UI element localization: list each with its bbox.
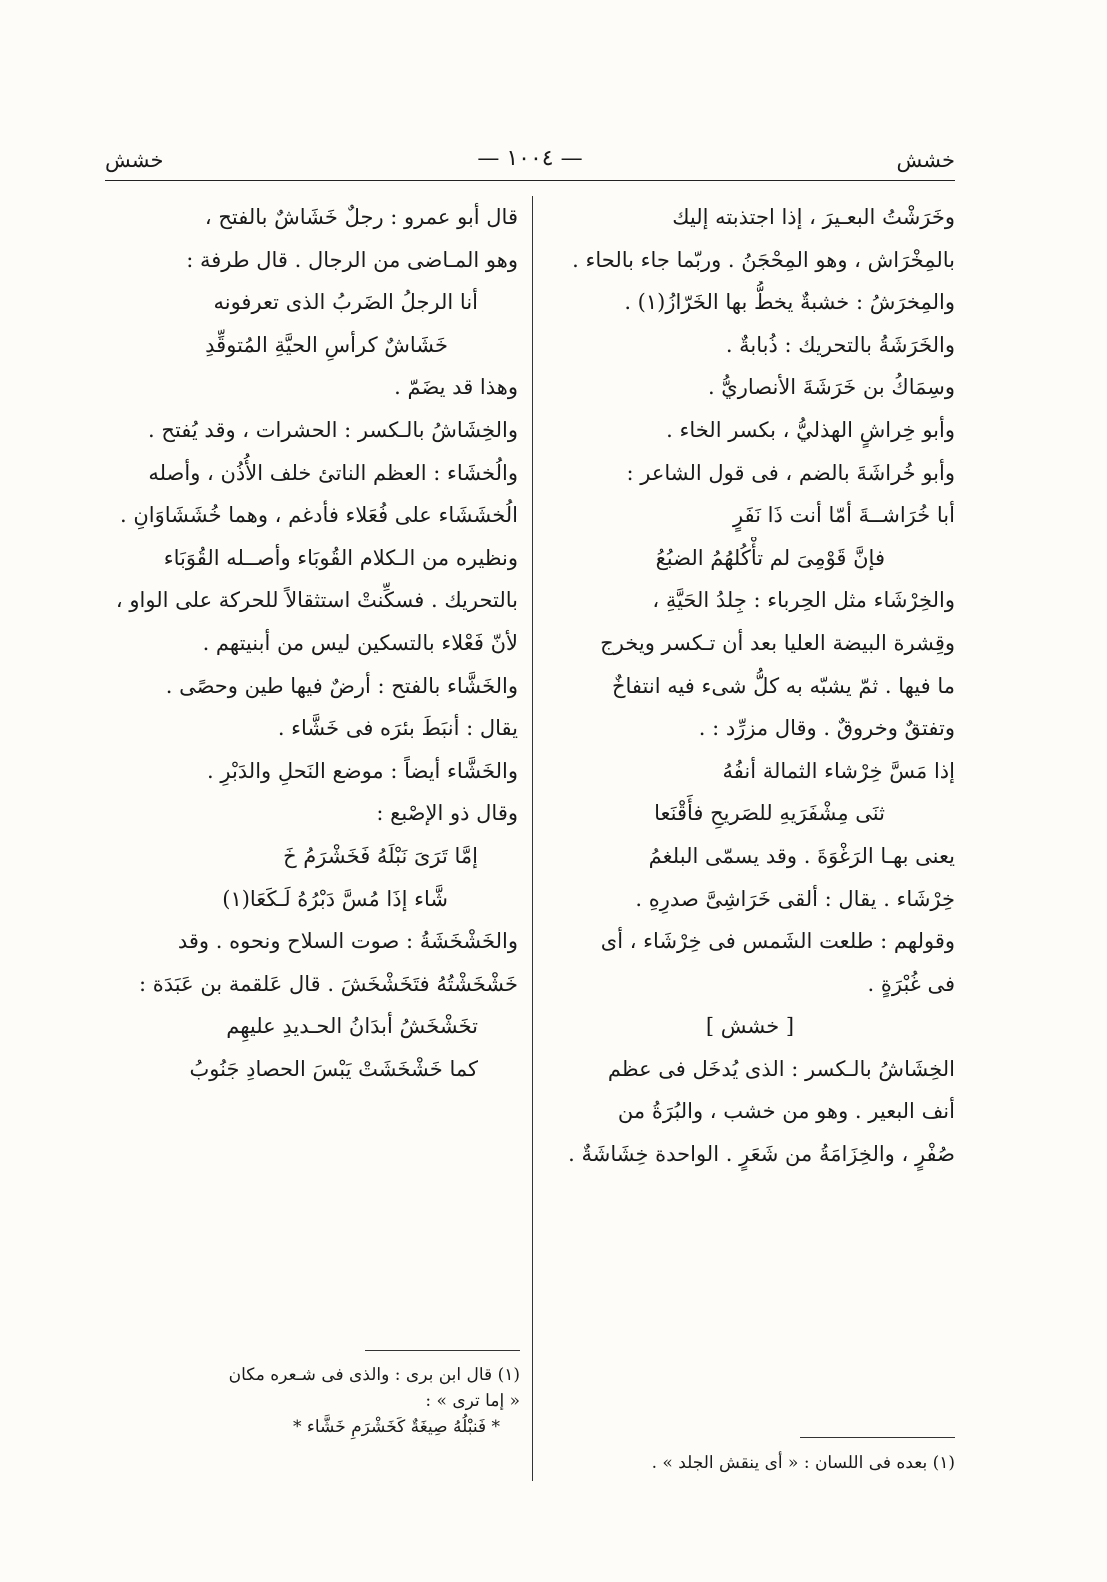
text-line: وأبو خِراشٍ الهذليُّ ، بكسر الخاء .	[666, 417, 955, 442]
text-line: خِرْشَاء . يقال : ألقى خَرَاشِىَّ صدرِهِ .	[635, 886, 955, 911]
text-line: يعنى بهـا الرَغْوَةَ . وقد يسمّى البلغمُ	[648, 843, 955, 868]
text-line: بالمِخْرَاش ، وهو المِحْجَنُ . وربّما جاء بالحاء .	[572, 247, 955, 272]
verse-line: إمَّا تَرَىَ نَبْلَهُ فَخَشْرَمُ خَ	[283, 843, 478, 868]
text-line: والخَشَّاء بالفتح : أرضٌ فيها طين وحصًى .	[165, 673, 518, 698]
text-line: الُخشَشَاء على فُعَلاء فأدغم ، وهما خُشَشَاوَانِ .	[119, 503, 518, 528]
text-line: والخَرَشَةُ بالتحريك : ذُبابةٌ .	[725, 332, 955, 357]
text-line: والمِخرَشُ : خشبةٌ يخطُّ بها الخَرّازُ(١) .	[624, 290, 955, 315]
text-line: وقولهم : طلعت الشَمس فى خِرْشَاء ، أى	[600, 929, 955, 954]
text-line: والخِرْشَاء مثل الحِرباء : جِلدُ الحَيَّةِ ،	[652, 588, 955, 613]
verse-line: تخَشْخَشُ أبدَانُ الحـديدِ عليهِم	[226, 1014, 478, 1039]
verse-line: شَّاء إذَا مُسَّ دَبْرُهُ لَـكَعَا(١)	[222, 886, 448, 911]
verse-line: إذا مَسَّ خِرْشاء الثمالة أنفُهُ	[722, 758, 955, 783]
footnote-line: (١) قال ابن برى : والذى فى شـعره مكان	[228, 1365, 520, 1385]
footnote-rule-right	[800, 1437, 955, 1438]
text-line: وأبو خُراشَةَ بالضم ، فى قول الشاعر :	[626, 460, 955, 485]
text-line: لأنّ فَعْلاء بالتسكين ليس من أبنيتهم .	[202, 630, 518, 655]
page-number: — ١٠٠٤ —	[477, 146, 583, 171]
text-line: وهو المـاضى من الرجال . قال طرفة :	[186, 247, 518, 272]
verse-line: أنا الرجلُ الضَربُ الذى تعرفونه	[213, 290, 478, 315]
text-line: والُخشَاء : العظم الناتئ خلف الأُذُن ، وأصله	[148, 460, 518, 485]
verse-line: فإنَّ قَوْمِىَ لم تأْكُلهُمُ الضبُعُ	[655, 545, 885, 570]
headword-right: خشش	[896, 148, 955, 172]
text-line: قال أبو عمرو : رجلٌ خَشَاشٌ بالفتح ،	[204, 205, 518, 229]
verse-line: أبا خُرَاشــةَ أمّا أنت ذَا نَفَرٍ	[732, 503, 955, 528]
text-line: وتفتقٌ وخروقٌ . وقال مزرِّد : .	[698, 716, 955, 741]
left-column	[108, 196, 518, 1090]
page-header	[105, 146, 955, 181]
text-line: وسِمَاكُ بن خَرَشَةَ الأنصاريُّ .	[707, 375, 955, 400]
text-line: خَشْخَشْتُهُ فتَخَشْخَشَ . قال عَلقمة بن عَبَدَة :	[139, 971, 518, 996]
text-line: ونظيره من الـكلام القُوبَاء وأصــله القُوَبَاء	[163, 545, 518, 570]
verse-line: خَشَاشٌ كرأسِ الحيَّةِ المُتوقِّدِ	[205, 332, 448, 357]
text-line: والخَشْخَشَةُ : صوت السلاح ونحوه . وقد	[177, 929, 518, 954]
footnote-line: « إما ترى » :	[425, 1391, 520, 1411]
text-line: ما فيها . ثمّ يشبّه به كلُّ شىء فيه انتفاخٌ	[611, 673, 955, 698]
footnote-rule-left	[365, 1350, 520, 1351]
text-line: وقال ذو الإصْبع :	[376, 801, 518, 826]
footnote-right: (١) بعده فى اللسان : « أى ينقش الجلد » .	[651, 1453, 955, 1473]
text-line: الخِشَاشُ بالـكسر : الذى يُدخَل فى عظم	[607, 1056, 955, 1081]
headword-left: خشش	[105, 148, 164, 172]
verse-line: ثنَى مِشْفَرَيهِ للصَريحِ فأَقْنَعا	[654, 801, 885, 826]
text-line: صُفْرٍ ، والخِزَامَةُ من شَعَرٍ . الواحدة خِشَاشَةٌ .	[568, 1142, 955, 1167]
text-line: بالتحريك . فسكِّنتْ استثقالاً للحركة على الواو ،	[115, 588, 518, 613]
footnote-left	[108, 1362, 520, 1440]
column-divider	[532, 196, 533, 1481]
right-column	[545, 196, 955, 1176]
text-line: وهذا قد يضَمّ .	[394, 375, 518, 400]
text-line: والخَشَّاء أيضاً : موضع النَحلِ والدَبْرِ .	[207, 758, 518, 783]
entry-heading: [ خشش ]	[705, 1014, 795, 1039]
text-line: فى غُبْرَةٍ .	[867, 971, 955, 996]
verse-line: كما خَشْخَشَتْ يَبْسَ الحصادِ جَنُوبُ	[189, 1056, 478, 1081]
text-line: والخِشَاشُ بالـكسر : الحشرات ، وقد يُفتح .	[148, 417, 518, 442]
text-line: وخَرَشْتُ البعـيرَ ، إذا اجتذبته إليك	[672, 205, 955, 229]
text-line: أنف البعير . وهو من خشب ، والبُرَةُ من	[617, 1099, 955, 1124]
text-line: يقال : أنبَطَ بئرَه فى خَشَّاء .	[277, 716, 518, 741]
text-line: وقِشرة البيضة العليا بعد أن تـكسر ويخرج	[600, 630, 955, 655]
footnote-verse: * فَنبْلُهُ صِيغَةٌ كَخَشْرَمِ خَشَّاء *	[292, 1417, 500, 1437]
